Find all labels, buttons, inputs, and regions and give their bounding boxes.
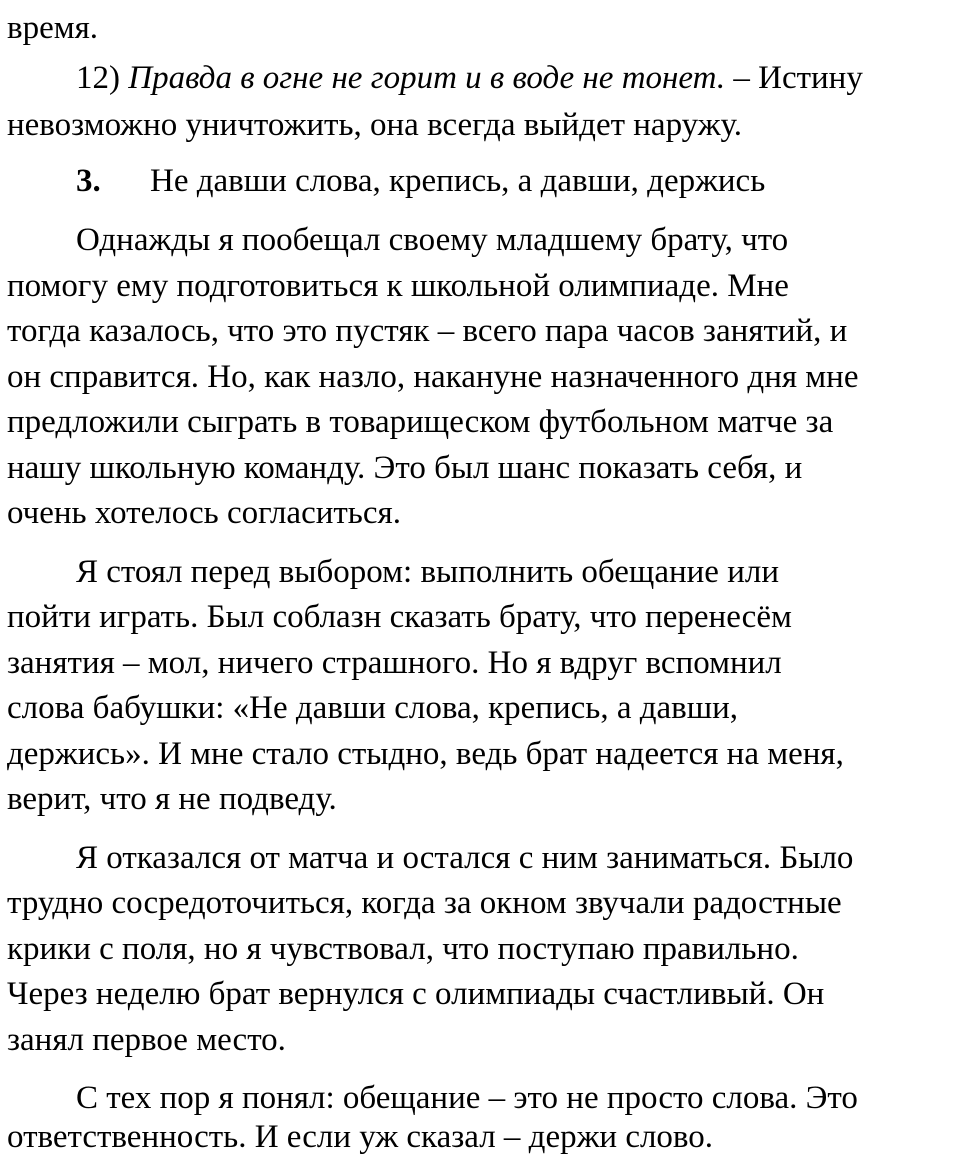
item-12-line-2: невозможно уничтожить, она всегда выйдет наружу. [7,107,742,143]
paragraph-1-line: очень хотелось согласиться. [7,495,401,531]
paragraph-4-line: ответственность. И если уж сказал – держи слово. [7,1119,714,1155]
paragraph-2-line: Я стоял перед выбором: выполнить обещание или [76,554,779,590]
item-12-number: 12) [76,60,120,96]
item-12-line-1 [76,55,863,101]
paragraph-2-line: занятия – мол, ничего страшного. Но я вдруг вспомнил [7,645,782,681]
paragraph-3-line: Через неделю брат вернулся с олимпиады счастливый. Он [7,976,825,1012]
section-3-title: Не давши слова, крепись, а давши, держись [150,163,766,199]
paragraph-1-line: помогу ему подготовиться к школьной олимпиаде. Мне [7,268,789,304]
paragraph-1-line: он справится. Но, как назло, накануне назначенного дня мне [7,359,859,395]
paragraph-1-line: предложили сыграть в товарищеском футбольном матче за [7,404,834,440]
paragraph-2-line: слова бабушки: «Не давши слова, крепись, а давши, [7,690,739,726]
paragraph-3-line: занял первое место. [7,1022,286,1058]
paragraph-1-line: нашу школьную команду. Это был шанс показать себя, и [7,450,803,486]
paragraph-1-line: тогда казалось, что это пустяк – всего пара часов занятий, и [7,313,848,349]
fragment-top-line: время. [7,10,99,46]
paragraph-3-line: крики с поля, но я чувствовал, что поступаю правильно. [7,931,799,967]
section-3-number: 3. [76,163,101,199]
paragraph-3-line: Я отказался от матча и остался с ним заниматься. Было [76,840,854,876]
paragraph-2-line: верит, что я не подведу. [7,781,337,817]
paragraph-4-line: С тех пор я понял: обещание – это не просто слова. Это [76,1080,858,1116]
paragraph-2-line: пойти играть. Был соблазн сказать брату, что перенесём [7,599,792,635]
item-12-explanation-start: – Истину [725,60,863,96]
item-12-proverb: Правда в огне не горит и в воде не тонет. [128,60,726,96]
paragraph-2-line: держись». И мне стало стыдно, ведь брат надеется на меня, [7,736,844,772]
paragraph-1-line: Однажды я пообещал своему младшему брату, что [76,222,789,258]
paragraph-3-line: трудно сосредоточиться, когда за окном звучали радостные [7,885,842,921]
